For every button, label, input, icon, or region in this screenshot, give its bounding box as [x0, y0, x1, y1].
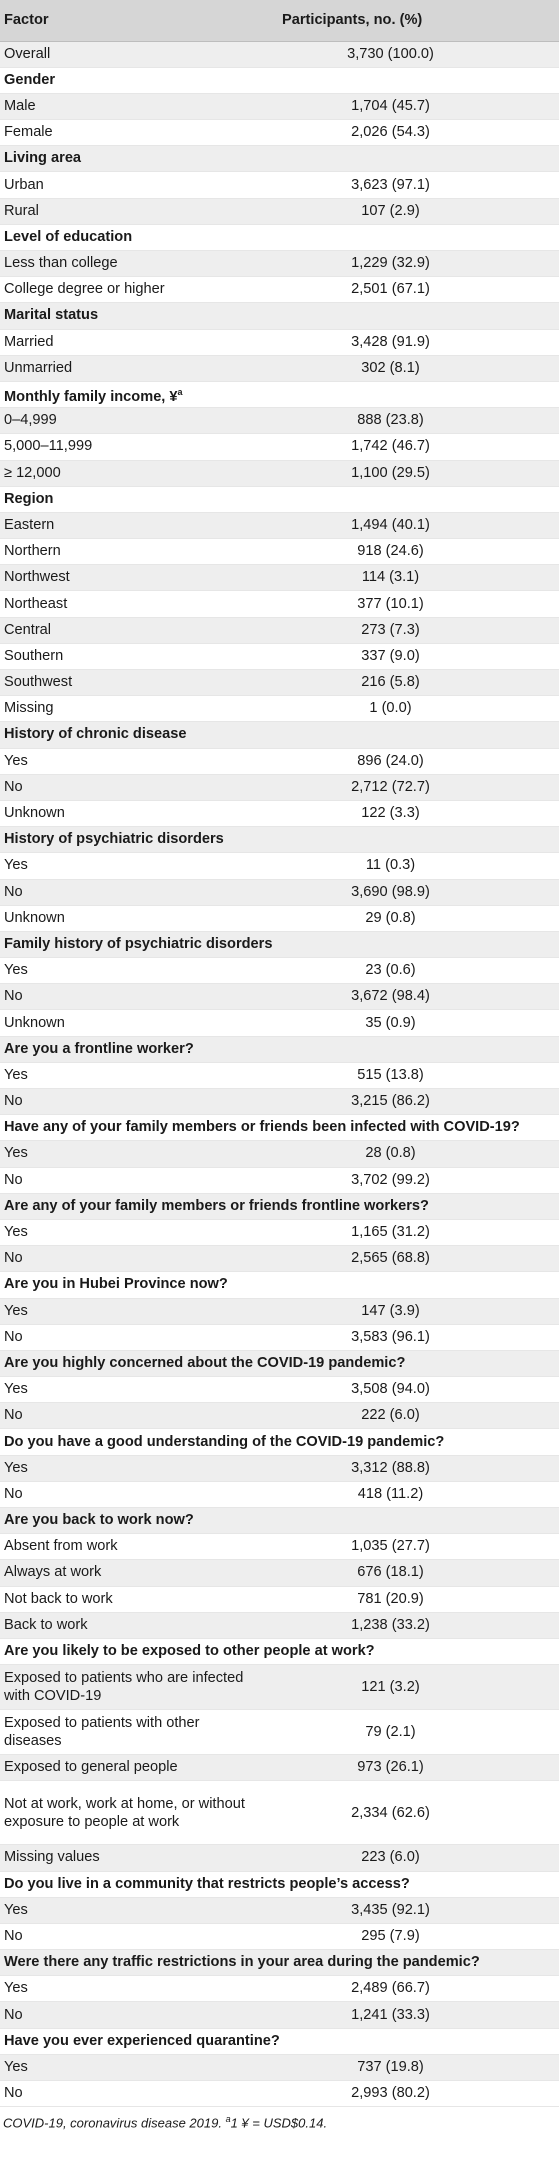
- section-label-text: Region: [4, 490, 54, 507]
- row-participants-value: 3,508 (94.0): [351, 1381, 430, 1398]
- table-row: [0, 1298, 559, 1324]
- section-label-text: Family history of psychiatric disorders: [4, 935, 273, 952]
- row-factor-label: Yes: [4, 1980, 28, 1997]
- row-factor-label: Exposed to general people: [4, 1759, 178, 1776]
- row-factor-label: No: [4, 1407, 23, 1424]
- table-body: [0, 41, 559, 2107]
- section-label: [0, 224, 559, 250]
- footnote-superscript: a: [225, 2114, 231, 2125]
- row-factor-label: Yes: [4, 1224, 28, 1241]
- row-participants-value: 122 (3.3): [361, 805, 420, 822]
- section-label-text: Are you in Hubei Province now?: [4, 1276, 228, 1293]
- table-row: [0, 1665, 559, 1710]
- table-row: [0, 93, 559, 119]
- row-factor-label: Missing: [4, 700, 54, 717]
- row-factor-label: Urban: [4, 176, 44, 193]
- row-participants-value: 2,501 (67.1): [351, 281, 430, 298]
- row-factor-label: Married: [4, 333, 54, 350]
- row-participants-value: 147 (3.9): [361, 1302, 420, 1319]
- row-factor-label: Southern: [4, 647, 64, 664]
- row-participants-value: 2,565 (68.8): [351, 1250, 430, 1267]
- section-label-text: Living area: [4, 150, 82, 167]
- row-factor-label: Not back to work: [4, 1590, 113, 1607]
- row-participants-value: 1,238 (33.2): [351, 1616, 430, 1633]
- row-participants-value: 1 (0.0): [369, 700, 412, 717]
- table-footnote: [0, 2107, 559, 2130]
- row-participants-value: 295 (7.9): [361, 1927, 420, 1944]
- row-participants-value: 1,165 (31.2): [351, 1224, 430, 1241]
- row-factor-label: Yes: [4, 1459, 28, 1476]
- row-factor-label: No: [4, 1250, 23, 1267]
- section-label: [0, 2028, 559, 2054]
- section-header-row: [0, 1193, 559, 1219]
- row-participants-value: 3,690 (98.9): [351, 883, 430, 900]
- row-factor-label: Overall: [4, 45, 51, 62]
- section-label-text: Are you a frontline worker?: [4, 1040, 194, 1057]
- row-participants-value: 3,583 (96.1): [351, 1328, 430, 1345]
- table-row: [0, 748, 559, 774]
- table-row: [0, 251, 559, 277]
- table-row: [0, 41, 559, 67]
- header-participants: Participants, no. (%): [250, 0, 559, 41]
- table-row: [0, 408, 559, 434]
- row-participants-value: 1,100 (29.5): [351, 464, 430, 481]
- section-label: [0, 486, 559, 512]
- table-row: [0, 1403, 559, 1429]
- row-factor-label: Unknown: [4, 1014, 65, 1031]
- row-participants-value: 2,712 (72.7): [351, 778, 430, 795]
- row-factor-label: Yes: [4, 752, 28, 769]
- row-factor-label: Unknown: [4, 909, 65, 926]
- section-label-text: Are you highly concerned about the COVID-19 pandemic?: [4, 1354, 406, 1371]
- row-participants-value: 28 (0.8): [365, 1145, 416, 1162]
- row-factor-label: Always at work: [4, 1564, 102, 1581]
- table-row: [0, 2054, 559, 2080]
- row-participants-value: 216 (5.8): [361, 674, 420, 691]
- section-label: [0, 67, 559, 93]
- row-participants-value: 114 (3.1): [361, 569, 420, 586]
- table-row: [0, 2002, 559, 2028]
- section-header-row: [0, 303, 559, 329]
- table-row: [0, 879, 559, 905]
- row-participants-value: 896 (24.0): [357, 752, 424, 769]
- row-factor-label: Southwest: [4, 674, 73, 691]
- row-factor-label: No: [4, 1485, 23, 1502]
- section-label: [0, 1115, 559, 1141]
- table-row: [0, 1455, 559, 1481]
- section-label: [0, 1272, 559, 1298]
- section-header-row: [0, 722, 559, 748]
- table-row: [0, 696, 559, 722]
- table-row: [0, 1219, 559, 1245]
- table-row: [0, 1246, 559, 1272]
- section-label-text: Are you likely to be exposed to other people at work?: [4, 1643, 375, 1660]
- table-row: [0, 1089, 559, 1115]
- section-label: [0, 1638, 559, 1664]
- section-label-text: Do you live in a community that restricts people’s access?: [4, 1875, 410, 1892]
- row-factor-label: Yes: [4, 2058, 28, 2075]
- section-header-row: [0, 1508, 559, 1534]
- footnote-text-1: COVID-19, coronavirus disease 2019.: [3, 2115, 226, 2131]
- table-row: [0, 1976, 559, 2002]
- row-participants-value: 1,704 (45.7): [351, 97, 430, 114]
- row-participants-value: 273 (7.3): [361, 621, 420, 638]
- row-factor-label: Exposed to patients with other diseases: [4, 1715, 200, 1750]
- table-row: [0, 1586, 559, 1612]
- row-participants-value: 1,229 (32.9): [351, 255, 430, 272]
- row-factor-label: ≥ 12,000: [4, 464, 61, 481]
- row-factor-label: No: [4, 778, 23, 795]
- row-participants-value: 737 (19.8): [357, 2058, 424, 2075]
- row-factor-label: Central: [4, 621, 52, 638]
- row-participants-value: 2,993 (80.2): [351, 2085, 430, 2102]
- table-row: [0, 1010, 559, 1036]
- section-label-text: Level of education: [4, 228, 133, 245]
- row-factor-label: Yes: [4, 857, 28, 874]
- table-row: [0, 1560, 559, 1586]
- section-label: [0, 1350, 559, 1376]
- row-factor-label: No: [4, 2006, 23, 2023]
- section-label: [0, 381, 559, 407]
- table-row: [0, 1755, 559, 1781]
- table-row: [0, 1923, 559, 1949]
- row-participants-value: 222 (6.0): [361, 1407, 420, 1424]
- row-factor-label: Eastern: [4, 516, 55, 533]
- section-label-text: Monthly family income, ¥: [4, 388, 178, 405]
- section-header-row: [0, 1036, 559, 1062]
- section-header-row: [0, 1638, 559, 1664]
- table-row: [0, 512, 559, 538]
- row-participants-value: 35 (0.9): [365, 1014, 416, 1031]
- section-label: [0, 1871, 559, 1897]
- row-participants-value: 888 (23.8): [357, 412, 424, 429]
- row-participants-value: 23 (0.6): [365, 962, 416, 979]
- row-factor-label: No: [4, 2085, 23, 2102]
- table-row: [0, 853, 559, 879]
- row-participants-value: 781 (20.9): [357, 1590, 424, 1607]
- row-participants-value: 1,494 (40.1): [351, 516, 430, 533]
- section-header-row: [0, 1871, 559, 1897]
- row-participants-value: 79 (2.1): [365, 1724, 416, 1741]
- row-participants-value: 3,623 (97.1): [351, 176, 430, 193]
- row-participants-value: 1,035 (27.7): [351, 1538, 430, 1555]
- row-factor-label: Back to work: [4, 1616, 88, 1633]
- section-label-text: History of chronic disease: [4, 726, 187, 743]
- section-label: [0, 1193, 559, 1219]
- table-row: [0, 277, 559, 303]
- row-participants-value: 3,312 (88.8): [351, 1459, 430, 1476]
- row-participants-value: 3,428 (91.9): [351, 333, 430, 350]
- section-header-row: [0, 1429, 559, 1455]
- row-participants-value: 973 (26.1): [357, 1759, 424, 1776]
- table-row: [0, 355, 559, 381]
- row-participants-value: 29 (0.8): [365, 909, 416, 926]
- table-row: [0, 670, 559, 696]
- row-participants-value: 515 (13.8): [357, 1066, 424, 1083]
- section-header-row: [0, 1950, 559, 1976]
- section-label: [0, 1036, 559, 1062]
- row-participants-value: 1,742 (46.7): [351, 438, 430, 455]
- table-row: [0, 539, 559, 565]
- section-header-row: [0, 2028, 559, 2054]
- table-row: [0, 905, 559, 931]
- table-row: [0, 565, 559, 591]
- row-factor-label: 5,000–11,999: [4, 438, 93, 455]
- row-participants-value: 676 (18.1): [357, 1564, 424, 1581]
- row-factor-label: Rural: [4, 202, 39, 219]
- row-participants-value: 918 (24.6): [357, 543, 424, 560]
- row-factor-label: No: [4, 883, 23, 900]
- section-header-row: [0, 381, 559, 407]
- row-factor-label: Exposed to patients who are infected with COVID-19: [4, 1670, 244, 1705]
- row-factor-label: Male: [4, 97, 36, 114]
- section-header-row: [0, 827, 559, 853]
- row-participants-value: 3,730 (100.0): [347, 45, 434, 62]
- section-label-text: Were there any traffic restrictions in your area during the pandemic?: [4, 1954, 480, 1971]
- section-label-text: Do you have a good understanding of the COVID-19 pandemic?: [4, 1433, 445, 1450]
- table-row: [0, 984, 559, 1010]
- table-row: [0, 1481, 559, 1507]
- table-header-row: [0, 0, 559, 41]
- row-participants-value: 3,215 (86.2): [351, 1093, 430, 1110]
- row-factor-label: Yes: [4, 1381, 28, 1398]
- section-header-row: [0, 931, 559, 957]
- table-row: [0, 617, 559, 643]
- row-participants-value: 121 (3.2): [361, 1679, 420, 1696]
- table-row: [0, 172, 559, 198]
- section-label: [0, 722, 559, 748]
- row-participants-value: 2,334 (62.6): [351, 1804, 430, 1821]
- table-row: [0, 1062, 559, 1088]
- section-label: [0, 303, 559, 329]
- section-label-text: Have you ever experienced quarantine?: [4, 2032, 280, 2049]
- table-row: [0, 1845, 559, 1871]
- row-factor-label: Yes: [4, 1302, 28, 1319]
- table-row: [0, 1167, 559, 1193]
- row-participants-value: 3,435 (92.1): [351, 1901, 430, 1918]
- row-factor-label: 0–4,999: [4, 412, 57, 429]
- table-row: [0, 958, 559, 984]
- section-label: [0, 1508, 559, 1534]
- row-factor-label: Less than college: [4, 255, 118, 272]
- row-participants-value: 3,672 (98.4): [351, 988, 430, 1005]
- row-participants-value: 302 (8.1): [361, 359, 420, 376]
- row-participants-value: 3,702 (99.2): [351, 1171, 430, 1188]
- table-row: [0, 1534, 559, 1560]
- table-row: [0, 643, 559, 669]
- row-factor-label: No: [4, 1171, 23, 1188]
- row-factor-label: Not at work, work at home, or without exposure to people at work: [4, 1795, 245, 1830]
- row-participants-value: 11 (0.3): [365, 857, 416, 874]
- row-factor-label: Female: [4, 124, 53, 141]
- table-row: [0, 198, 559, 224]
- header-factor: Factor: [0, 0, 250, 41]
- table-row: [0, 1324, 559, 1350]
- row-factor-label: Northwest: [4, 569, 70, 586]
- section-header-row: [0, 67, 559, 93]
- table-row: [0, 1781, 559, 1845]
- table-row: [0, 591, 559, 617]
- row-participants-value: 337 (9.0): [361, 647, 420, 664]
- row-factor-label: Unmarried: [4, 359, 73, 376]
- row-factor-label: Northeast: [4, 595, 68, 612]
- table-row: [0, 1710, 559, 1755]
- table-row: [0, 774, 559, 800]
- row-participants-value: 2,489 (66.7): [351, 1980, 430, 1997]
- row-factor-label: No: [4, 1927, 23, 1944]
- row-participants-value: 107 (2.9): [361, 202, 420, 219]
- row-factor-label: Missing values: [4, 1849, 100, 1866]
- section-label-text: Are any of your family members or friends frontline workers?: [4, 1197, 429, 1214]
- section-label: [0, 1429, 559, 1455]
- row-factor-label: Absent from work: [4, 1538, 118, 1555]
- row-participants-value: 418 (11.2): [357, 1485, 424, 1502]
- row-factor-label: No: [4, 988, 23, 1005]
- row-factor-label: College degree or higher: [4, 281, 165, 298]
- section-header-row: [0, 1350, 559, 1376]
- table-row: [0, 460, 559, 486]
- table-row: [0, 1141, 559, 1167]
- row-factor-label: No: [4, 1093, 23, 1110]
- row-factor-label: Unknown: [4, 805, 65, 822]
- row-participants-value: 2,026 (54.3): [351, 124, 430, 141]
- section-header-row: [0, 146, 559, 172]
- section-header-row: [0, 486, 559, 512]
- table-row: [0, 434, 559, 460]
- section-header-row: [0, 1272, 559, 1298]
- table-row: [0, 2081, 559, 2107]
- section-label-text: Marital status: [4, 307, 99, 324]
- row-factor-label: Northern: [4, 543, 61, 560]
- section-label: [0, 1950, 559, 1976]
- table-row: [0, 120, 559, 146]
- table-row: [0, 1897, 559, 1923]
- row-factor-label: Yes: [4, 1145, 28, 1162]
- section-label-text: History of psychiatric disorders: [4, 831, 224, 848]
- footnote-text-2: 1 ¥ = USD$0.14.: [230, 2115, 328, 2131]
- row-factor-label: No: [4, 1328, 23, 1345]
- row-factor-label: Yes: [4, 1901, 28, 1918]
- row-factor-label: Yes: [4, 962, 28, 979]
- section-label-text: Are you back to work now?: [4, 1512, 194, 1529]
- row-factor-label: Yes: [4, 1066, 28, 1083]
- table-row: [0, 1377, 559, 1403]
- section-label: [0, 931, 559, 957]
- section-header-row: [0, 224, 559, 250]
- table-row: [0, 329, 559, 355]
- row-participants-value: 1,241 (33.3): [351, 2006, 430, 2023]
- table-row: [0, 1612, 559, 1638]
- section-label: [0, 827, 559, 853]
- section-label-text: Have any of your family members or friends been infected with COVID-19?: [4, 1119, 520, 1136]
- table-row: [0, 800, 559, 826]
- section-label-text: Gender: [4, 71, 56, 88]
- row-participants-value: 377 (10.1): [357, 595, 424, 612]
- section-label-superscript: a: [177, 386, 183, 397]
- section-label: [0, 146, 559, 172]
- row-participants-value: 223 (6.0): [361, 1849, 420, 1866]
- section-header-row: [0, 1115, 559, 1141]
